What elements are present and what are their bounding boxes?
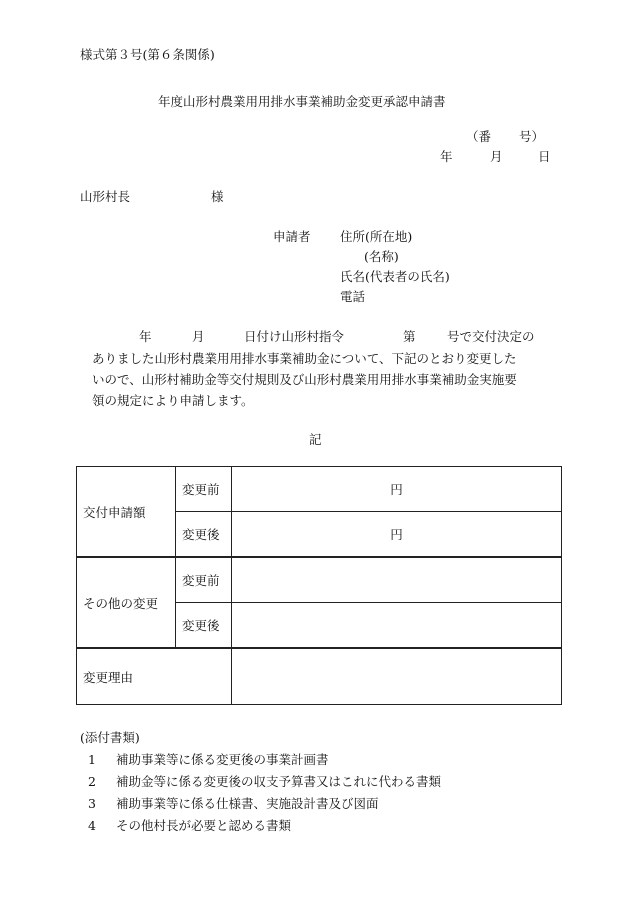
number-close: 号）	[519, 129, 545, 144]
list-item	[80, 749, 441, 771]
table-row	[77, 467, 562, 512]
attachments-heading: (添付書類)	[80, 730, 140, 745]
body-line-4: 領の規定により申請します。	[92, 393, 254, 408]
other-before-label: 変更前	[176, 557, 232, 603]
form-id: 様式第３号(第６条関係)	[80, 47, 215, 62]
ki-mark: 記	[309, 432, 322, 447]
attachment-number: 1	[88, 752, 96, 767]
applicant-representative: 氏名(代表者の氏名)	[340, 269, 450, 284]
other-label: その他の変更	[77, 557, 176, 648]
body-ref: 日付け山形村指令	[244, 329, 345, 344]
attachment-text: 補助事業等に係る変更後の事業計画書	[115, 752, 329, 767]
form-title: 年度山形村農業用用排水事業補助金変更承認申請書	[158, 94, 446, 109]
body-line-3: いので、山形村補助金等交付規則及び山形村農業用用排水事業補助金実施要	[92, 372, 517, 387]
list-item	[80, 793, 441, 815]
attachment-text: 補助金等に係る変更後の収支予算書又はこれに代わる書類	[115, 774, 441, 789]
attachment-text: その他村長が必要と認める書類	[115, 818, 291, 833]
change-table	[76, 466, 562, 705]
grant-label: 交付申請額	[77, 467, 176, 558]
body-year: 年	[139, 329, 152, 344]
body-rest: 号で交付決定の	[447, 329, 535, 344]
attachment-number: 4	[88, 818, 96, 833]
applicant-name-corp: (名称)	[364, 249, 399, 264]
attachments	[80, 727, 441, 837]
grant-before-value: 円	[232, 467, 562, 512]
attachment-number: 3	[88, 796, 96, 811]
reason-label: 変更理由	[77, 648, 232, 705]
grant-after-value: 円	[232, 512, 562, 558]
date-year: 年	[440, 149, 453, 164]
grant-after-label: 変更後	[176, 512, 232, 558]
date-day: 日	[538, 149, 551, 164]
applicant-phone: 電話	[340, 289, 366, 304]
grant-before-label: 変更前	[176, 467, 232, 512]
date-month: 月	[490, 149, 503, 164]
table-row	[77, 648, 562, 705]
table-row	[77, 557, 562, 603]
number-open: （番	[466, 129, 492, 144]
applicant-label: 申請者	[273, 229, 311, 244]
body-dai: 第	[403, 329, 416, 344]
other-before-value	[232, 557, 562, 603]
other-after-value	[232, 603, 562, 649]
addressee-honorific: 様	[211, 189, 224, 204]
list-item	[80, 815, 441, 837]
applicant-address: 住所(所在地)	[340, 229, 413, 244]
list-item	[80, 771, 441, 793]
addressee-name: 山形村長	[80, 189, 131, 204]
attachment-text: 補助事業等に係る仕様書、実施設計書及び図面	[115, 796, 379, 811]
reason-value	[232, 648, 562, 705]
other-after-label: 変更後	[176, 603, 232, 649]
attachment-number: 2	[88, 774, 96, 789]
body-month: 月	[192, 329, 205, 344]
body-line-2: ありました山形村農業用用排水事業補助金について、下記のとおり変更した	[92, 351, 517, 366]
